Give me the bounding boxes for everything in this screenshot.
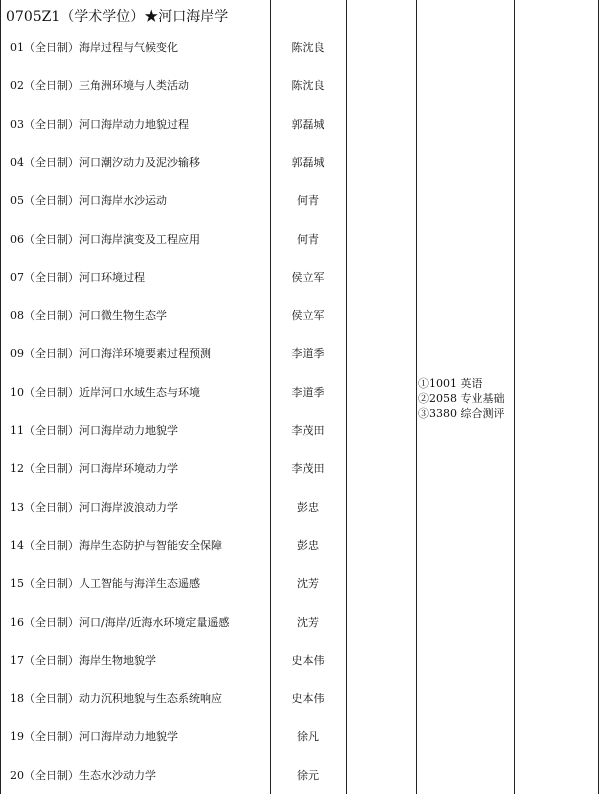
table-row	[0, 143, 600, 181]
research-direction: 02（全日制）三角洲环境与人类活动	[10, 79, 189, 93]
tutor-name: 何青	[297, 232, 319, 246]
tutor-name: 何青	[297, 194, 319, 208]
research-direction: 03（全日制）河口海岸动力地貌过程	[10, 117, 189, 131]
table-row	[0, 641, 600, 679]
tutor-name: 陈沈良	[291, 79, 325, 93]
research-direction: 06（全日制）河口海岸演变及工程应用	[10, 232, 200, 246]
table-row	[0, 488, 600, 526]
tutor-name: 徐元	[297, 768, 319, 782]
exam-subjects: ①1001 英语②2058 专业基础③3380 综合测评	[418, 377, 505, 420]
table-row	[0, 220, 600, 258]
research-direction: 09（全日制）河口海洋环境要素过程预测	[10, 347, 211, 361]
research-direction: 01（全日制）海岸过程与气候变化	[10, 41, 178, 54]
table-row	[0, 28, 600, 66]
research-direction: 14（全日制）海岸生态防护与智能安全保障	[10, 538, 222, 552]
research-direction: 12（全日制）河口海岸环境动力学	[10, 462, 178, 476]
research-direction: 15（全日制）人工智能与海洋生态遥感	[10, 577, 200, 591]
tutor-name: 郭磊城	[291, 155, 325, 169]
tutor-name: 李茂田	[291, 462, 325, 476]
tutor-name: 李道季	[291, 347, 325, 361]
tutor-name: 沈芳	[297, 615, 319, 629]
research-direction: 11（全日制）河口海岸动力地貌学	[10, 424, 178, 437]
research-direction: 08（全日制）河口微生物生态学	[10, 309, 167, 323]
table-row	[0, 258, 600, 296]
table-row	[0, 603, 600, 641]
major-title: 0705Z1（学术学位）★河口海岸学	[6, 9, 229, 25]
table-row	[0, 105, 600, 143]
table-row	[0, 449, 600, 487]
tutor-name: 彭忠	[297, 500, 319, 514]
research-direction: 05（全日制）河口海岸水沙运动	[10, 194, 167, 208]
research-direction: 19（全日制）河口海岸动力地貌学	[10, 730, 178, 744]
tutor-name: 沈芳	[297, 577, 319, 591]
table-row	[0, 717, 600, 755]
tutor-name: 史本伟	[291, 653, 325, 667]
tutor-name: 彭忠	[297, 538, 319, 552]
table-row	[0, 181, 600, 219]
research-direction: 18（全日制）动力沉积地貌与生态系统响应	[10, 692, 222, 706]
table-row	[0, 334, 600, 372]
research-direction: 17（全日制）海岸生物地貌学	[10, 653, 156, 667]
tutor-name: 郭磊城	[291, 117, 325, 131]
table-row	[0, 564, 600, 602]
table-row	[0, 66, 600, 104]
tutor-name: 李道季	[291, 385, 325, 399]
tutor-name: 史本伟	[291, 692, 325, 706]
research-direction: 20（全日制）生态水沙动力学	[10, 768, 156, 782]
tutor-name: 李茂田	[291, 424, 325, 437]
research-direction: 04（全日制）河口潮汐动力及泥沙输移	[10, 155, 200, 169]
tutor-name: 陈沈良	[291, 41, 325, 54]
research-direction: 07（全日制）河口环境过程	[10, 270, 145, 284]
table-row	[0, 756, 600, 794]
tutor-name: 侯立军	[291, 270, 325, 284]
table-row	[0, 526, 600, 564]
table-row	[0, 679, 600, 717]
tutor-name: 侯立军	[291, 309, 325, 323]
research-direction: 10（全日制）近岸河口水域生态与环境	[10, 385, 200, 399]
tutor-name: 徐凡	[297, 730, 319, 744]
table-row	[0, 296, 600, 334]
research-direction: 13（全日制）河口海岸波浪动力学	[10, 500, 178, 514]
research-direction: 16（全日制）河口/海岸/近海水环境定量遥感	[10, 615, 230, 629]
